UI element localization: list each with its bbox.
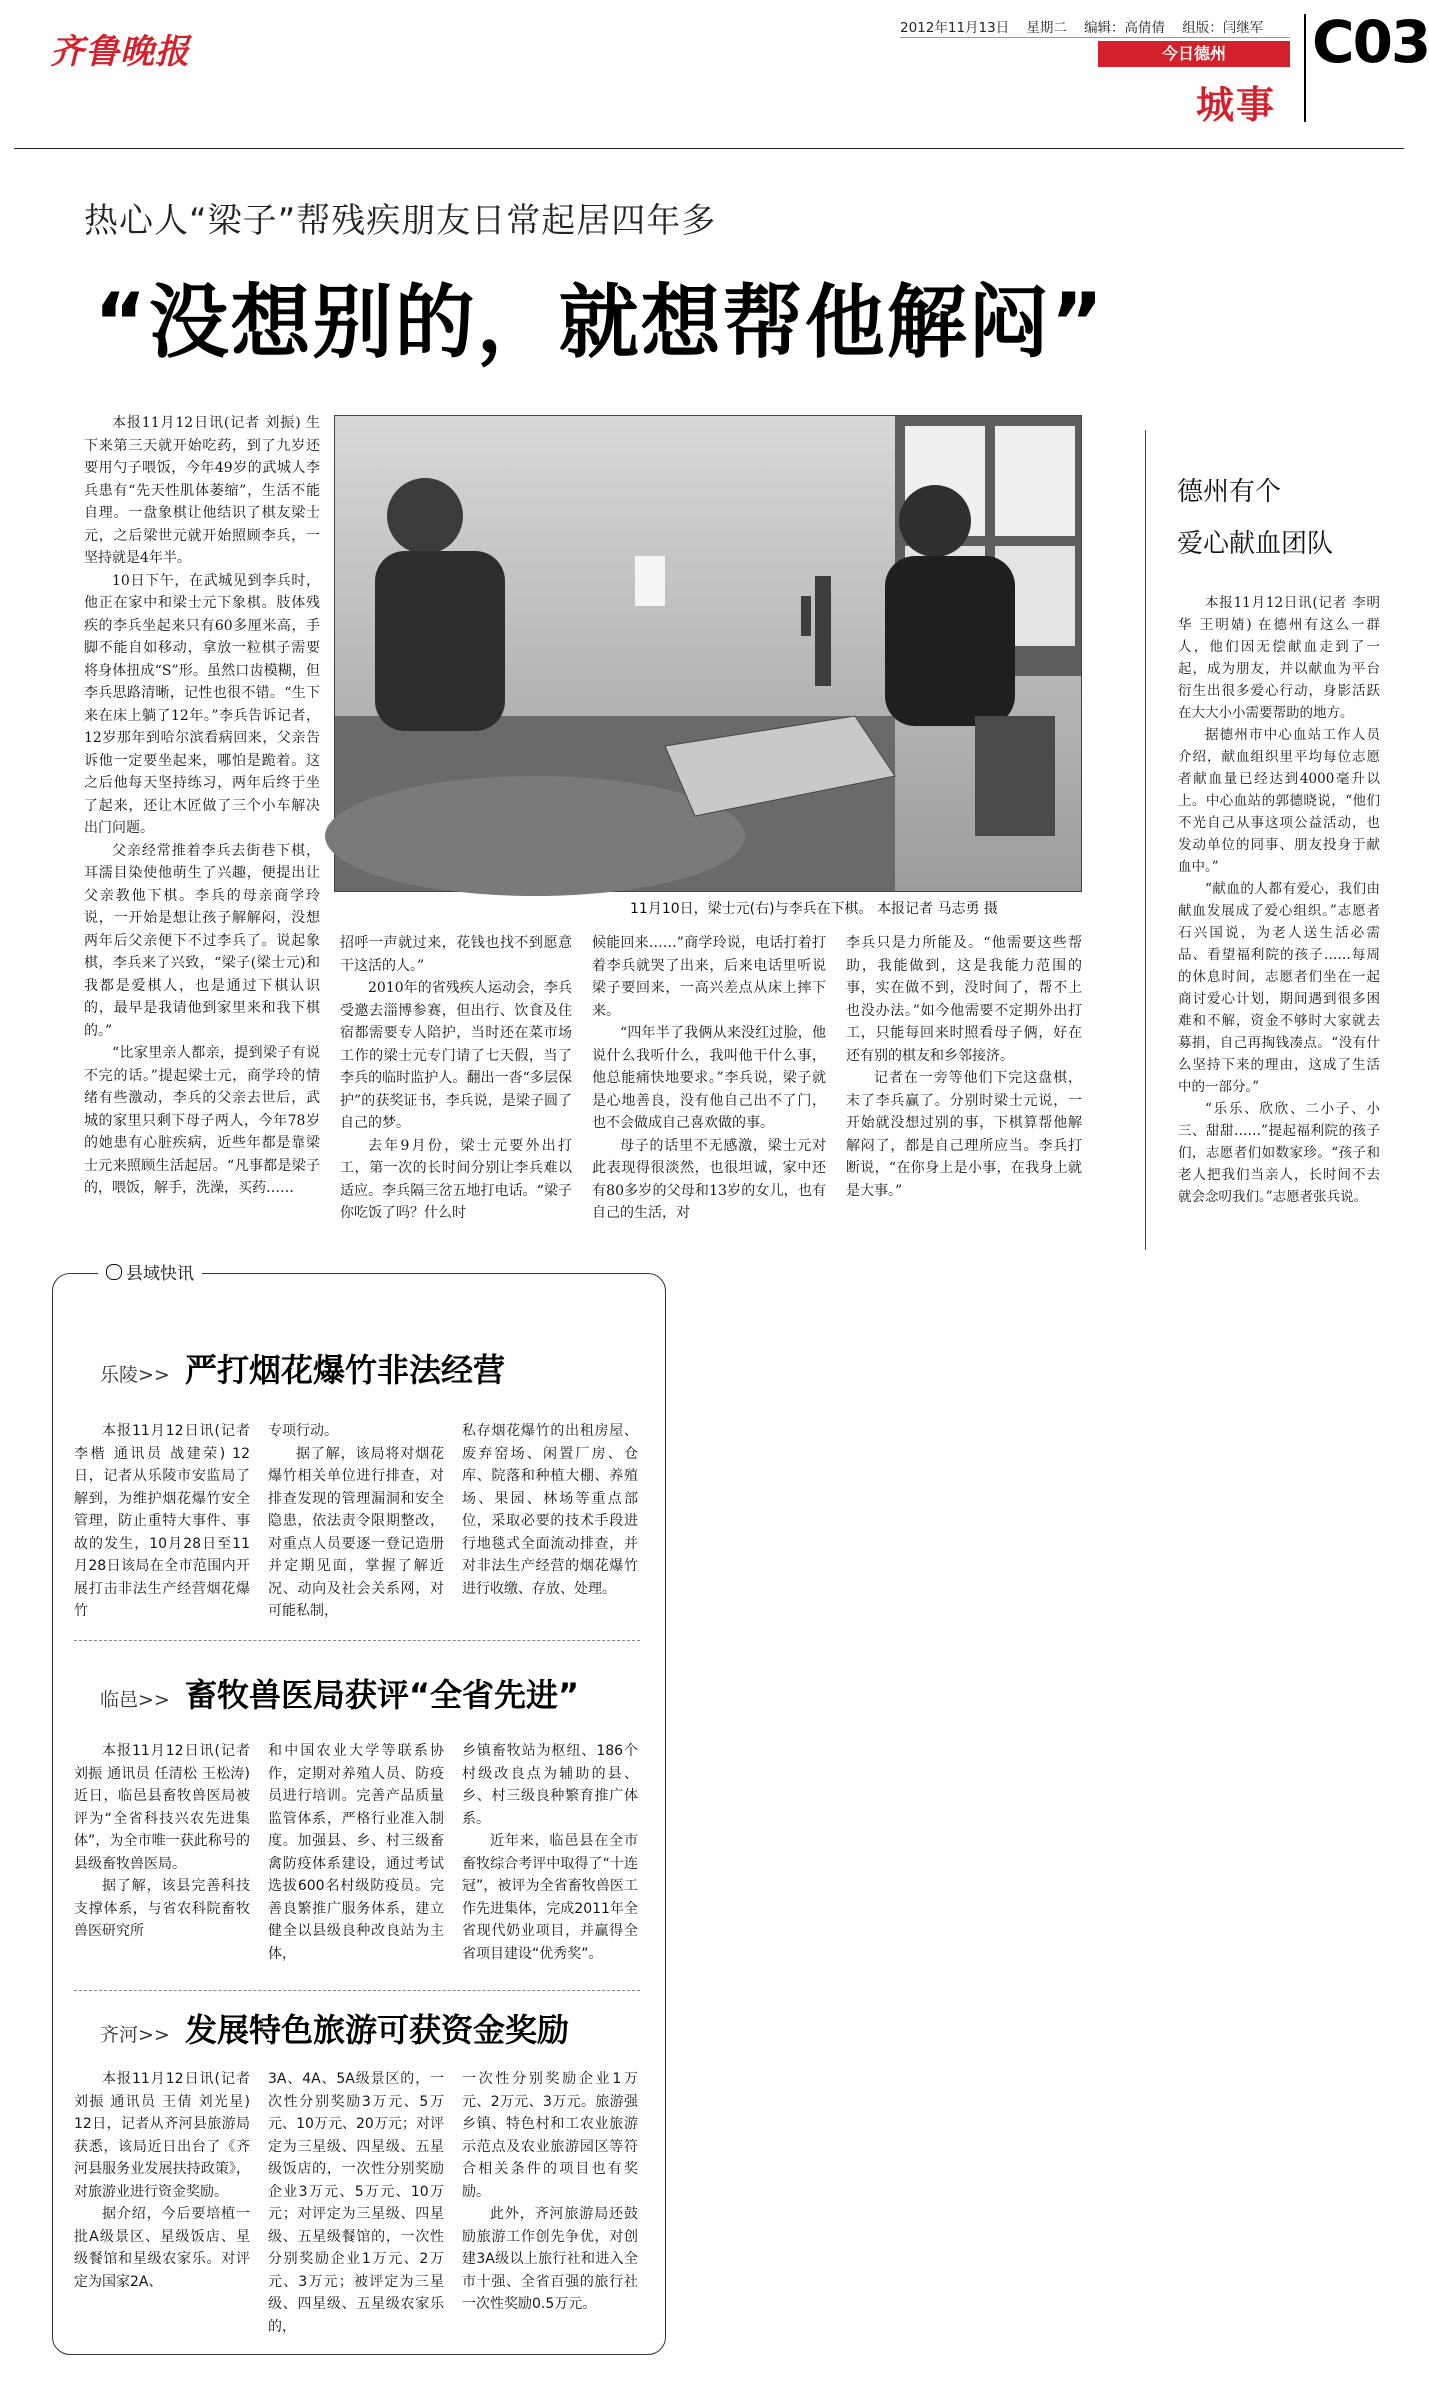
brief-place: 乐陵>> (100, 1364, 170, 1386)
side-paragraph: “乐乐、欣欣、二小子、小三、甜甜……”提起福利院的孩子们，志愿者们如数家珍。“孩子和老人把我们当亲人，长时间不去就会念叨我们。”志愿者张兵说。 (1178, 1101, 1380, 1205)
lead-photo (334, 415, 1082, 892)
brief-paragraph: 一次性分别奖励企业1万元、2万元、3万元。旅游强乡镇、特色村和工农业旅游示范点及农业旅游园区等符合相关条件的项目也有奖励。 (462, 2071, 638, 2200)
photo-caption: 11月10日，梁士元(右)与李兵在下棋。 本报记者 马志勇 摄 (630, 901, 998, 917)
brief-column (462, 1420, 638, 1600)
brief-paragraph: 专项行动。 (268, 1423, 338, 1439)
briefs-dot-icon (106, 1264, 122, 1280)
layout-credit: 组版：闫继军 (1182, 20, 1264, 36)
brief-place: 临邑>> (100, 1689, 170, 1711)
brief-paragraph: 3A、4A、5A级景区的，一次性分别奖励3万元、5万元、10万元、20万元；对评定为三星级、四星级、五星级饭店的，一次性分别奖励企业3万元、5万元、10万元；对评定为三星级、四星级、五星级餐馆的，一次性分别奖励企业1万元、2万元、3万元；被评定为三星级、四星级、五星级农家乐的， (268, 2071, 444, 2335)
lead-subtitle: 热心人“梁子”帮残疾朋友日常起居四年多 (84, 201, 717, 241)
side-title-line-2: 爱心献血团队 (1177, 529, 1334, 559)
lead-paragraph: 10日下午，在武城见到李兵时，他正在家中和梁士元下象棋。肢体残疾的李兵坐起来只有60多厘米高，手脚不能自如移动，拿放一粒棋子需要将身体扭成“S”形。虽然口齿模糊，但李兵思路清晰，记性也很不错。“生下来在床上躺了12年。”李兵告诉记者，12岁那年到哈尔滨看病回来，父亲告诉他一定要坐起来，哪怕是跪着。这之后他每天坚持练习，两年后终于坐了起来，还让木匠做了三个小车解决出门问题。 (84, 572, 320, 836)
lead-paragraph: 李兵只是力所能及。“他需要这些帮助，我能做到，这是我能力范围的事，实在做不到，没时间了，帮不上也没办法。”如今他需要不定期外出打工，只能每回来时照看母子俩，好在还有别的棋友和乡邻接济。 (846, 935, 1082, 1064)
side-paragraph: 本报11月12日讯(记者 李明华 王明婧) 在德州有这么一群人，他们因无偿献血走到了一起，成为朋友，并以献血为平台衍生出很多爱心行动，身影活跃在大大小小需要帮助的地方。 (1178, 595, 1380, 721)
brief-heading (100, 2005, 569, 2051)
brief-paragraph: 据了解，该县完善科技支撑体系，与省农科院畜牧兽医研究所 (74, 1878, 250, 1939)
page-number: C03 (1312, 8, 1429, 76)
lead-headline: “没想别的，就想帮他解闷” (94, 276, 1106, 369)
editor-credit: 编辑：高倩倩 (1084, 20, 1166, 36)
header-info (900, 16, 1263, 36)
brief-title: 畜牧兽医局获评“全省先进” (184, 1676, 580, 1714)
brief-paragraph: 据了解，该局将对烟花爆竹相关单位进行排查，对排查发现的管理漏洞和安全隐患，依法责令限期整改，对重点人员要逐一登记造册并定期见面，掌握了解近况、动向及社会关系网，对可能私制， (268, 1445, 444, 1619)
masthead-logo: 齐鲁晚报 (50, 32, 190, 72)
brief-place: 齐河>> (100, 2024, 170, 2046)
lead-column-1 (84, 412, 320, 1200)
lead-paragraph: “比家里亲人都亲，提到梁子有说不完的话。”提起梁士元，商学玲的情绪有些激动，李兵的父亲去世后，武城的家里只剩下母子两人，今年78岁的她患有心脏疾病，近些年都是靠梁士元来照顾生活起居。“凡事都是梁子的，喂饭，解手，洗澡，买药…… (84, 1045, 320, 1196)
brief-paragraph: 私存烟花爆竹的出租房屋、废弃窑场、闲置厂房、仓库、院落和种植大棚、养殖场、果园、林场等重点部位，采取必要的技术手段进行地毯式全面流动排查，并对非法生产经营的烟花爆竹进行收缴、存放、处理。 (462, 1423, 638, 1597)
brief-column (74, 2068, 250, 2293)
brief-paragraph: 本报11月12日讯(记者 刘振 通讯员 王倩 刘光星) 12日，记者从齐河县旅游局获悉，该局近日出台了《齐河县服务业发展扶持政策》，对旅游业进行资金奖励。 (74, 2071, 250, 2200)
brief-column (462, 1740, 638, 1965)
lead-paragraph: 母子的话里不无感激，梁士元对此表现得很淡然，也很坦诚，家中还有80多岁的父母和13岁的女儿，也有自己的生活，对 (592, 1137, 826, 1221)
brief-paragraph: 和中国农业大学等联系协作，定期对养殖人员、防疫员进行培训。完善产品质量监管体系，严格行业准入制度。加强县、乡、村三级畜禽防疫体系建设，通过考试选拔600名村级防疫员。完善良繁推广服务体系，建立健全以县级良种改良站为主体， (268, 1743, 444, 1962)
brief-paragraph: 此外，齐河旅游局还鼓励旅游工作创先争优，对创建3A级以上旅行社和进入全市十强、全省百强的旅行社一次性奖励0.5万元。 (462, 2206, 638, 2312)
lead-paragraph: 记者在一旁等他们下完这盘棋，末了李兵赢了。分别时梁士元说，一开始就没想过别的事，下棋算帮他解解闷了，都是自己理所应当。李兵打断说，“在你身上是小事，在我身上就是大事。” (846, 1070, 1082, 1199)
brief-paragraph: 本报11月12日讯(记者 刘振 通讯员 任清松 王松涛) 近日，临邑县畜牧兽医局被评为“全省科技兴农先进集体”，为全市唯一获此称号的县级畜牧兽医局。 (74, 1743, 250, 1872)
issue-weekday: 星期二 (1026, 20, 1067, 36)
brief-heading (100, 1345, 505, 1391)
lead-paragraph: 候能回来……”商学玲说，电话打着打着李兵就哭了出来，后来电话里听说梁子要回来，一高兴差点从床上摔下来。 (592, 935, 826, 1019)
lead-paragraph: 2010年的省残疾人运动会，李兵受邀去淄博参赛，但出行、饮食及住宿都需要专人陪护，当时还在菜市场工作的梁士元专门请了七天假，当了李兵的临时监护人。翻出一沓“多层保护”的获奖证书，李兵说，是梁子圆了自己的梦。 (340, 980, 572, 1131)
lead-paragraph: 本报11月12日讯(记者 刘振) 生下来第三天就开始吃药，到了九岁还要用勺子喂饭，今年49岁的武城人李兵患有“先天性肌体萎缩”，生活不能自理。一盘象棋让他结识了棋友梁士元，之后梁世元就开始照顾李兵，一坚持就是4年半。 (84, 415, 320, 566)
brief-column (268, 1420, 444, 1623)
section-tag: 今日德州 (1098, 41, 1290, 67)
brief-paragraph: 近年来，临邑县在全市畜牧综合考评中取得了“十连冠”，被评为全省畜牧兽医工作先进集体，完成2011年全省现代奶业项目，并赢得全省项目建设“优秀奖”。 (462, 1833, 638, 1962)
brief-column (268, 1740, 444, 1965)
brief-title: 发展特色旅游可获资金奖励 (184, 2011, 569, 2049)
briefs-label-text: 县域快讯 (126, 1264, 194, 1284)
brief-paragraph: 本报11月12日讯(记者 李楷 通讯员 战建荣) 12日，记者从乐陵市安监局了解到，为维护烟花爆竹安全管理，防止重特大事件、事故的发生，10月28日至11月28日该局在全市范围内开展打击非法生产经营烟花爆竹 (74, 1423, 250, 1619)
briefs-label (98, 1259, 202, 1284)
lead-paragraph: 去年9月份，梁士元要外出打工，第一次的长时间分别让李兵难以适应。李兵隔三岔五地打电话。“梁子你吃饭了吗？什么时 (340, 1137, 572, 1221)
brief-column (268, 2068, 444, 2338)
lead-paragraph: 招呼一声就过来，花钱也找不到愿意干这活的人。” (340, 935, 572, 974)
side-story-title (1177, 466, 1333, 570)
lead-column-2 (340, 932, 572, 1225)
brief-column (462, 2068, 638, 2316)
lead-column-4 (846, 932, 1082, 1202)
section-name: 城事 (1196, 83, 1277, 127)
side-paragraph: “献血的人都有爱心，我们由献血发展成了爱心组织。”志愿者石兴国说，为老人送生活必需品、看望福利院的孩子……每周的休息时间，志愿者们坐在一起商讨爱心计划，期间遇到很多困难和不解，资金不够时大家就去募捐，自己再掏钱凑点。“没有什么坚持下来的理由，这成了生活中的一部分。” (1178, 881, 1380, 1095)
brief-column (74, 1420, 250, 1623)
photo-image (335, 416, 1081, 891)
lead-column-3 (592, 932, 826, 1225)
side-title-line-1: 德州有个 (1177, 477, 1282, 507)
issue-date: 2012年11月13日 (900, 20, 1010, 36)
side-paragraph: 据德州市中心血站工作人员介绍，献血组织里平均每位志愿者献血量已经达到4000毫升以上。中心血站的郭德晓说，“他们不光自己从事这项公益活动，也发动单位的同事、朋友投身于献血中。” (1178, 727, 1380, 875)
lead-paragraph: 父亲经常推着李兵去街巷下棋，耳濡目染使他萌生了兴趣，便提出让父亲教他下棋。李兵的母亲商学玲说，一开始是想让孩子解解闷，没想两年后父亲便下不过李兵了。说起象棋，李兵来了兴致，“梁子(梁士元)和我都是爱棋人，也是通过下棋认识的，最早是我请他到家里来和我下棋的。” (84, 842, 320, 1039)
brief-heading (100, 1670, 579, 1716)
lead-paragraph: “四年半了我俩从来没红过脸，他说什么我听什么，我叫他干什么事，他总能痛快地要求。”李兵说，梁子就是心地善良，没有他自己出不了门，也不会做成自己喜欢做的事。 (592, 1025, 826, 1131)
brief-column (74, 1740, 250, 1943)
brief-paragraph: 乡镇畜牧站为枢纽、186个村级改良点为辅助的县、乡、村三级良种繁育推广体系。 (462, 1743, 638, 1827)
side-story-body (1178, 592, 1380, 1208)
brief-title: 严打烟花爆竹非法经营 (184, 1351, 505, 1389)
brief-paragraph: 据介绍，今后要培植一批A级景区、星级饭店、星级餐馆和星级农家乐。对评定为国家2A、 (74, 2206, 250, 2290)
